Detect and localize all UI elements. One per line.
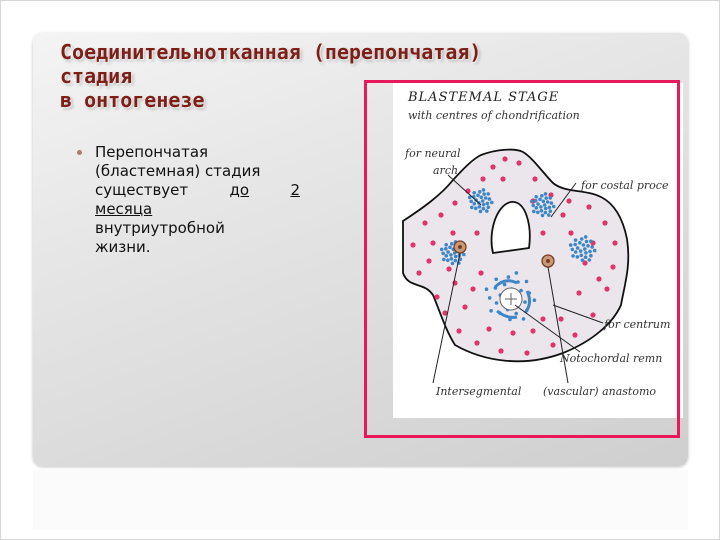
bullet-line-1: Перепончатая — [95, 143, 209, 161]
slide-title — [60, 40, 482, 112]
bullet-word-exists: существует — [95, 181, 189, 199]
label-notochordal: Notochordal remn — [560, 352, 663, 365]
bullet-line-2: (бластемная) стадия — [95, 162, 261, 180]
bullet-line-3 — [95, 181, 300, 200]
label-vascular: (vascular) anastomo — [543, 385, 657, 398]
bullet-line-5: внутриутробной — [95, 219, 225, 237]
bullet-line-6: жизни. — [95, 238, 151, 256]
bullet-icon — [77, 150, 82, 155]
bullet-text — [95, 143, 305, 257]
label-neural-2: arch — [433, 164, 459, 177]
figure-subheading: with centres of chondrification — [408, 109, 580, 122]
label-costal: for costal proce — [581, 179, 669, 192]
figure-highlight-frame — [364, 80, 680, 438]
title-line-2: стадия — [60, 64, 133, 88]
slide-footer — [33, 470, 688, 530]
title-line-3: в онтогенезе — [60, 88, 205, 112]
bullet-word-until: до — [229, 181, 250, 199]
label-intersegmental: Intersegmental — [436, 385, 522, 398]
bullet-word-number: 2 — [290, 181, 300, 199]
label-neural-1: for neural — [405, 147, 461, 160]
figure-heading: BLASTEMAL STAGE — [408, 90, 560, 105]
label-centrum: for centrum — [604, 318, 671, 331]
title-line-1: Соединительнотканная (перепончатая) — [60, 40, 482, 64]
bullet-line-4: месяца — [95, 200, 153, 218]
